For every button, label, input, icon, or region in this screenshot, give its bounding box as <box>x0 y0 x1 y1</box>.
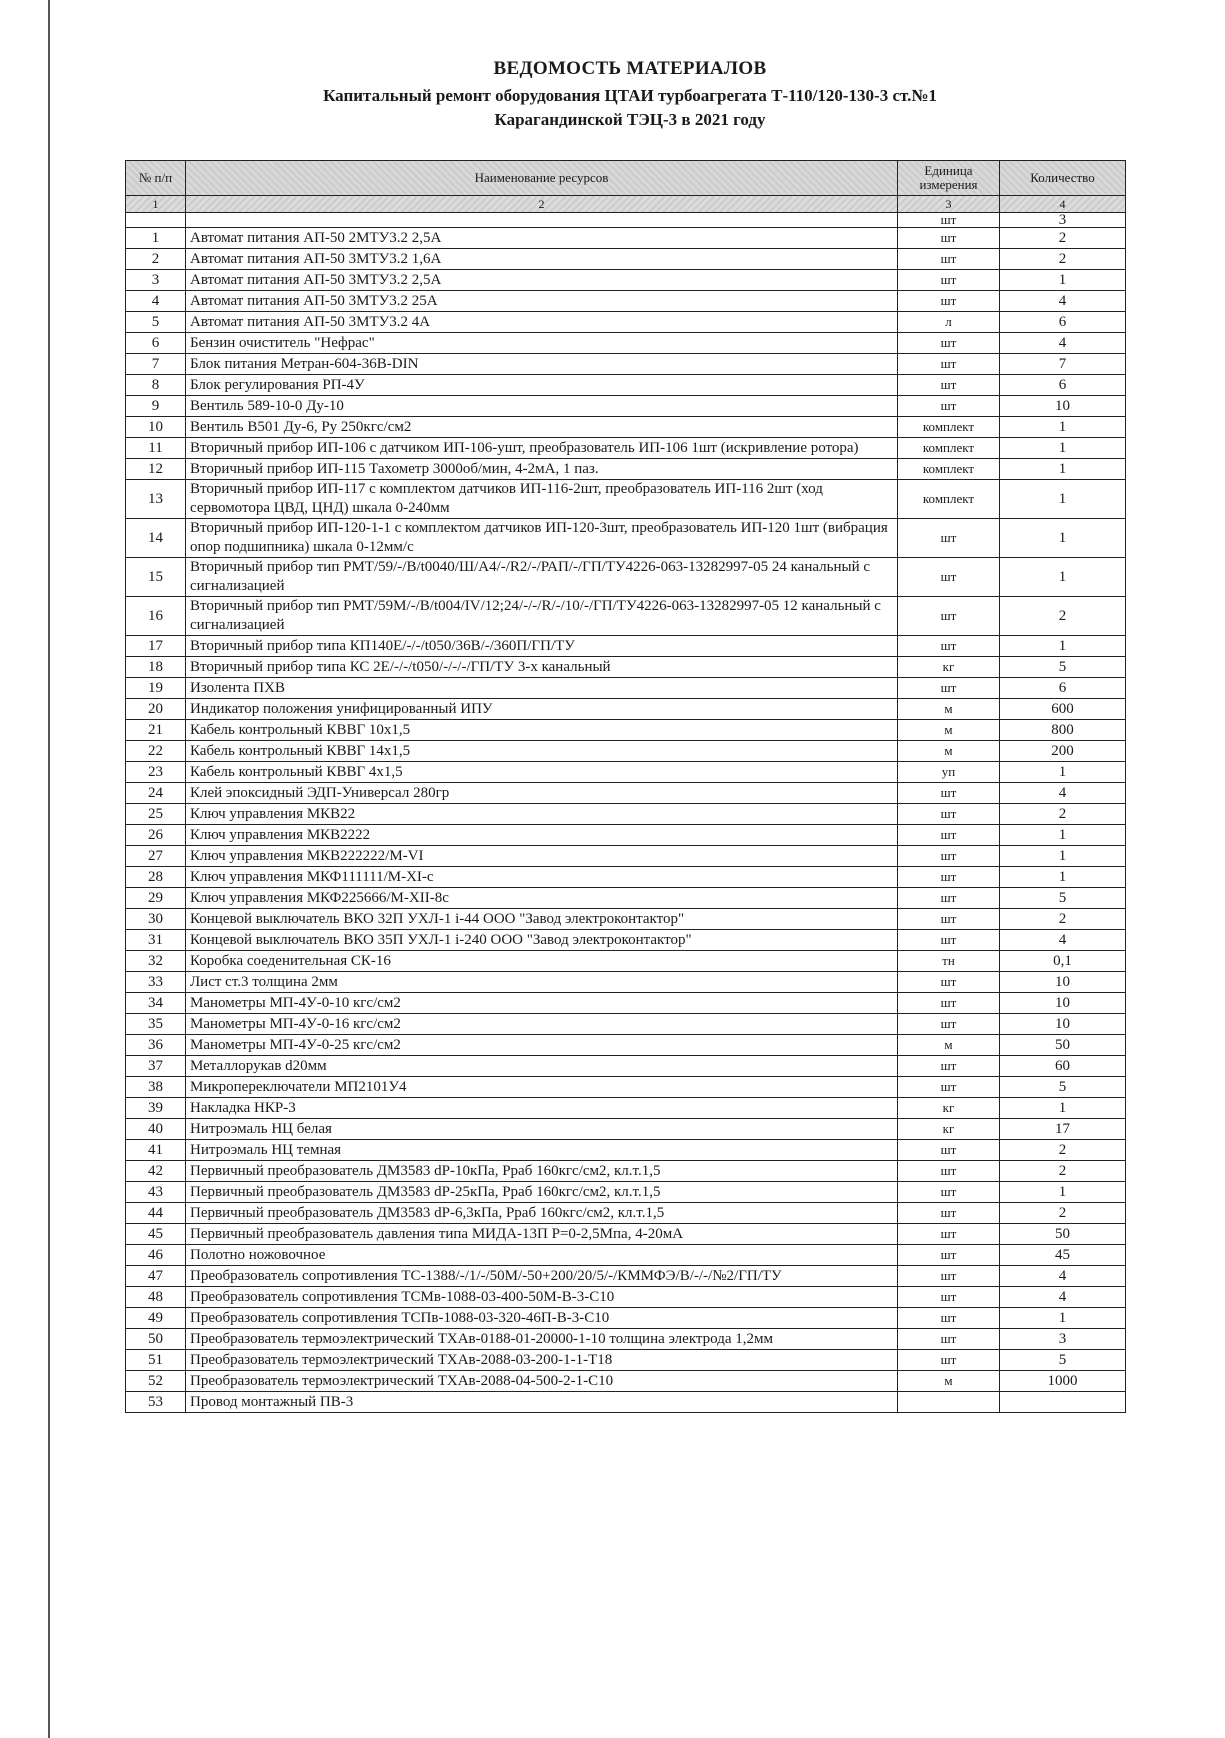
table-row <box>126 459 1126 480</box>
row-qty: 6 <box>1000 678 1126 699</box>
materials-table <box>125 160 1126 1413</box>
row-name: Автомат питания АП-50 2МТУ3.2 2,5А <box>186 228 898 249</box>
table-row <box>126 888 1126 909</box>
row-unit: шт <box>898 354 1000 375</box>
materials-sheet <box>125 160 1125 1413</box>
row-name: Ключ управления МКВ2222 <box>186 825 898 846</box>
row-name: Вентиль В501 Ду-6, Ру 250кгс/см2 <box>186 417 898 438</box>
table-row <box>126 1098 1126 1119</box>
row-qty: 1000 <box>1000 1371 1126 1392</box>
row-number: 46 <box>126 1245 186 1266</box>
row-unit: шт <box>898 804 1000 825</box>
row-qty: 6 <box>1000 312 1126 333</box>
row-qty: 4 <box>1000 930 1126 951</box>
row-unit: л <box>898 312 1000 333</box>
document-header <box>180 58 1080 132</box>
document-title: ВЕДОМОСТЬ МАТЕРИАЛОВ <box>493 58 767 79</box>
row-name: Автомат питания АП-50 3МТУ3.2 1,6А <box>186 249 898 270</box>
row-number: 41 <box>126 1140 186 1161</box>
row-unit: шт <box>898 396 1000 417</box>
row-name: Ключ управления МКФ111111/М-XI-с <box>186 867 898 888</box>
row-qty: 7 <box>1000 354 1126 375</box>
header-unit: Единица измерения <box>898 161 1000 196</box>
table-row <box>126 804 1126 825</box>
row-number: 9 <box>126 396 186 417</box>
table-row <box>126 1182 1126 1203</box>
row-number: 33 <box>126 972 186 993</box>
row-unit: шт <box>898 519 1000 558</box>
row-qty: 1 <box>1000 1308 1126 1329</box>
table-row <box>126 1350 1126 1371</box>
row-name: Вторичный прибор тип РМТ/59/-/В/t0040/Ш/А4/-/R2/-/РАП/-/ГП/ТУ4226-063-13282997-05 24 канальный с сигнализацией <box>186 558 898 597</box>
table-row <box>126 867 1126 888</box>
row-number: 25 <box>126 804 186 825</box>
row-number: 15 <box>126 558 186 597</box>
row-qty: 10 <box>1000 1014 1126 1035</box>
table-body <box>126 228 1126 1413</box>
row-name: Ключ управления МКВ222222/М-VI <box>186 846 898 867</box>
row-unit: уп <box>898 762 1000 783</box>
row-number: 45 <box>126 1224 186 1245</box>
row-name: Микропереключатели МП2101У4 <box>186 1077 898 1098</box>
row-name: Вторичный прибор ИП-120-1-1 с комплектом датчиков ИП-120-3шт, преобразователь ИП-120 1шт (вибрация опор подшипника) шкала 0-12мм/с <box>186 519 898 558</box>
row-qty: 50 <box>1000 1224 1126 1245</box>
table-row <box>126 972 1126 993</box>
row-number: 12 <box>126 459 186 480</box>
table-row <box>126 270 1126 291</box>
row-qty: 4 <box>1000 783 1126 804</box>
row-qty: 4 <box>1000 1287 1126 1308</box>
gap-qty-cell: 3 <box>1000 213 1126 228</box>
row-name: Индикатор положения унифицированный ИПУ <box>186 699 898 720</box>
row-unit: шт <box>898 678 1000 699</box>
row-number: 13 <box>126 480 186 519</box>
row-name: Накладка НКР-3 <box>186 1098 898 1119</box>
row-unit: шт <box>898 1350 1000 1371</box>
row-name: Кабель контрольный КВВГ 4х1,5 <box>186 762 898 783</box>
row-name: Первичный преобразователь ДМ3583 dP-6,3кПа, Рраб 160кгс/см2, кл.т.1,5 <box>186 1203 898 1224</box>
row-number: 36 <box>126 1035 186 1056</box>
row-unit: кг <box>898 1098 1000 1119</box>
row-unit: комплект <box>898 459 1000 480</box>
row-unit: шт <box>898 1224 1000 1245</box>
row-name: Автомат питания АП-50 3МТУ3.2 2,5А <box>186 270 898 291</box>
row-name: Клей эпоксидный ЭДП-Универсал 280гр <box>186 783 898 804</box>
table-row <box>126 1203 1126 1224</box>
row-name: Первичный преобразователь ДМ3583 dP-10кПа, Рраб 160кгс/см2, кл.т.1,5 <box>186 1161 898 1182</box>
row-qty: 1 <box>1000 1182 1126 1203</box>
row-unit: шт <box>898 558 1000 597</box>
row-number: 53 <box>126 1392 186 1413</box>
row-unit: шт <box>898 333 1000 354</box>
row-unit: шт <box>898 825 1000 846</box>
row-name: Полотно ножовочное <box>186 1245 898 1266</box>
row-unit: шт <box>898 1161 1000 1182</box>
row-number: 51 <box>126 1350 186 1371</box>
row-unit: м <box>898 1035 1000 1056</box>
table-row <box>126 678 1126 699</box>
table-row <box>126 951 1126 972</box>
row-number: 49 <box>126 1308 186 1329</box>
row-name: Первичный преобразователь давления типа МИДА-13П Р=0-2,5Мпа, 4-20мА <box>186 1224 898 1245</box>
row-number: 29 <box>126 888 186 909</box>
row-number: 47 <box>126 1266 186 1287</box>
row-qty: 1 <box>1000 1098 1126 1119</box>
row-unit: шт <box>898 291 1000 312</box>
row-qty: 1 <box>1000 519 1126 558</box>
row-unit: шт <box>898 930 1000 951</box>
table-row <box>126 597 1126 636</box>
table-row <box>126 1329 1126 1350</box>
table-row <box>126 291 1126 312</box>
row-qty: 1 <box>1000 846 1126 867</box>
row-unit: шт <box>898 867 1000 888</box>
row-unit: комплект <box>898 480 1000 519</box>
row-number: 35 <box>126 1014 186 1035</box>
row-number: 5 <box>126 312 186 333</box>
table-row <box>126 1014 1126 1035</box>
row-unit: шт <box>898 1287 1000 1308</box>
row-name: Преобразователь сопротивления ТСПв-1088-03-320-46П-В-3-С10 <box>186 1308 898 1329</box>
table-row <box>126 846 1126 867</box>
row-number: 38 <box>126 1077 186 1098</box>
row-number: 32 <box>126 951 186 972</box>
row-unit: шт <box>898 1203 1000 1224</box>
row-qty: 2 <box>1000 804 1126 825</box>
row-unit: шт <box>898 636 1000 657</box>
row-name: Кабель контрольный КВВГ 14х1,5 <box>186 741 898 762</box>
table-row <box>126 1119 1126 1140</box>
row-number: 50 <box>126 1329 186 1350</box>
row-name: Провод монтажный ПВ-3 <box>186 1392 898 1413</box>
row-qty: 60 <box>1000 1056 1126 1077</box>
row-name: Концевой выключатель ВКО 35П УХЛ-1 i-240 ООО "Завод электроконтактор" <box>186 930 898 951</box>
row-name: Нитроэмаль НЦ темная <box>186 1140 898 1161</box>
table-row <box>126 657 1126 678</box>
row-number: 10 <box>126 417 186 438</box>
row-number: 7 <box>126 354 186 375</box>
row-name: Преобразователь сопротивления ТС-1388/-/1/-/50М/-50+200/20/5/-/КММФЭ/В/-/-/№2/ГП/ТУ <box>186 1266 898 1287</box>
row-qty: 2 <box>1000 249 1126 270</box>
row-unit: шт <box>898 1140 1000 1161</box>
row-number: 44 <box>126 1203 186 1224</box>
row-name: Манометры МП-4У-0-10 кгс/см2 <box>186 993 898 1014</box>
column-index-cell: 3 <box>898 196 1000 213</box>
row-qty: 5 <box>1000 888 1126 909</box>
table-row <box>126 1056 1126 1077</box>
row-name: Преобразователь сопротивления ТСМв-1088-03-400-50М-В-3-С10 <box>186 1287 898 1308</box>
row-name: Блок питания Метран-604-36В-DIN <box>186 354 898 375</box>
table-row <box>126 720 1126 741</box>
row-qty: 4 <box>1000 333 1126 354</box>
column-index-cell: 4 <box>1000 196 1126 213</box>
row-qty: 2 <box>1000 909 1126 930</box>
row-unit: м <box>898 720 1000 741</box>
row-number: 8 <box>126 375 186 396</box>
row-qty: 5 <box>1000 1077 1126 1098</box>
row-name: Металлорукав d20мм <box>186 1056 898 1077</box>
row-name: Бензин очиститель "Нефрас" <box>186 333 898 354</box>
row-unit: шт <box>898 1266 1000 1287</box>
row-name: Вторичный прибор типа КС 2Е/-/-/t050/-/-/-/ГП/ТУ 3-х канальный <box>186 657 898 678</box>
row-unit: кг <box>898 657 1000 678</box>
row-name: Вторичный прибор тип РМТ/59М/-/В/t004/IV/12;24/-/-/R/-/10/-/ГП/ТУ4226-063-13282997-05 12 канальный с сигнализацией <box>186 597 898 636</box>
row-number: 40 <box>126 1119 186 1140</box>
table-row <box>126 1287 1126 1308</box>
row-unit: шт <box>898 1056 1000 1077</box>
document-subtitle-line1: Капитальный ремонт оборудования ЦТАИ турбоагрегата Т-110/120-130-3 ст.№1 <box>323 86 937 105</box>
row-qty: 1 <box>1000 636 1126 657</box>
row-number: 52 <box>126 1371 186 1392</box>
row-name: Лист ст.3 толщина 2мм <box>186 972 898 993</box>
row-number: 11 <box>126 438 186 459</box>
row-name: Манометры МП-4У-0-25 кгс/см2 <box>186 1035 898 1056</box>
row-number: 34 <box>126 993 186 1014</box>
table-row <box>126 1035 1126 1056</box>
row-qty: 1 <box>1000 867 1126 888</box>
row-unit: шт <box>898 783 1000 804</box>
row-number: 20 <box>126 699 186 720</box>
table-row <box>126 417 1126 438</box>
row-qty: 2 <box>1000 1203 1126 1224</box>
row-unit: м <box>898 1371 1000 1392</box>
header-name: Наименование ресурсов <box>186 161 898 196</box>
table-row <box>126 993 1126 1014</box>
table-row <box>126 312 1126 333</box>
row-name: Изолента ПХВ <box>186 678 898 699</box>
row-qty: 10 <box>1000 396 1126 417</box>
row-qty: 1 <box>1000 459 1126 480</box>
row-qty: 2 <box>1000 1161 1126 1182</box>
row-name: Манометры МП-4У-0-16 кгс/см2 <box>186 1014 898 1035</box>
row-unit: шт <box>898 228 1000 249</box>
row-qty: 1 <box>1000 417 1126 438</box>
table-row <box>126 396 1126 417</box>
row-unit: шт <box>898 1077 1000 1098</box>
table-row <box>126 1371 1126 1392</box>
row-qty: 10 <box>1000 972 1126 993</box>
row-qty: 1 <box>1000 438 1126 459</box>
table-header-row <box>126 161 1126 196</box>
row-qty: 17 <box>1000 1119 1126 1140</box>
row-unit: шт <box>898 375 1000 396</box>
table-row <box>126 228 1126 249</box>
row-qty: 1 <box>1000 270 1126 291</box>
row-unit: шт <box>898 1308 1000 1329</box>
column-index-row <box>126 196 1126 213</box>
row-unit <box>898 1392 1000 1413</box>
row-name: Преобразователь термоэлектрический ТХАв-2088-04-500-2-1-С10 <box>186 1371 898 1392</box>
row-qty <box>1000 1392 1126 1413</box>
row-qty: 600 <box>1000 699 1126 720</box>
column-index-cell: 1 <box>126 196 186 213</box>
row-qty: 5 <box>1000 657 1126 678</box>
table-row <box>126 909 1126 930</box>
gap-unit-cell: шт <box>898 213 1000 228</box>
row-unit: шт <box>898 1245 1000 1266</box>
row-name: Концевой выключатель ВКО 32П УХЛ-1 i-44 ООО "Завод электроконтактор" <box>186 909 898 930</box>
table-row <box>126 636 1126 657</box>
row-unit: тн <box>898 951 1000 972</box>
row-name: Первичный преобразователь ДМ3583 dP-25кПа, Рраб 160кгс/см2, кл.т.1,5 <box>186 1182 898 1203</box>
row-name: Автомат питания АП-50 3МТУ3.2 4А <box>186 312 898 333</box>
table-row <box>126 1392 1126 1413</box>
row-unit: комплект <box>898 417 1000 438</box>
row-number: 42 <box>126 1161 186 1182</box>
row-number: 14 <box>126 519 186 558</box>
row-unit: шт <box>898 993 1000 1014</box>
row-number: 4 <box>126 291 186 312</box>
row-number: 48 <box>126 1287 186 1308</box>
row-number: 6 <box>126 333 186 354</box>
table-row <box>126 249 1126 270</box>
row-number: 27 <box>126 846 186 867</box>
row-number: 26 <box>126 825 186 846</box>
row-qty: 200 <box>1000 741 1126 762</box>
gap-cell <box>126 213 186 228</box>
table-row <box>126 1077 1126 1098</box>
table-row <box>126 1224 1126 1245</box>
table-row <box>126 762 1126 783</box>
row-number: 18 <box>126 657 186 678</box>
row-unit: шт <box>898 888 1000 909</box>
row-name: Вторичный прибор ИП-106 с датчиком ИП-106-ушт, преобразователь ИП-106 1шт (искривление ротора) <box>186 438 898 459</box>
row-unit: шт <box>898 846 1000 867</box>
table-row <box>126 1161 1126 1182</box>
row-qty: 2 <box>1000 597 1126 636</box>
row-number: 37 <box>126 1056 186 1077</box>
table-row <box>126 741 1126 762</box>
page-edge-line <box>48 0 50 1738</box>
table-row <box>126 1140 1126 1161</box>
row-unit: шт <box>898 1329 1000 1350</box>
row-number: 31 <box>126 930 186 951</box>
row-unit: шт <box>898 597 1000 636</box>
row-number: 28 <box>126 867 186 888</box>
row-number: 17 <box>126 636 186 657</box>
row-qty: 45 <box>1000 1245 1126 1266</box>
row-unit: шт <box>898 249 1000 270</box>
gap-row <box>126 213 1126 228</box>
table-row <box>126 930 1126 951</box>
row-number: 2 <box>126 249 186 270</box>
row-unit: м <box>898 699 1000 720</box>
row-unit: шт <box>898 909 1000 930</box>
row-unit: комплект <box>898 438 1000 459</box>
row-number: 1 <box>126 228 186 249</box>
table-row <box>126 1245 1126 1266</box>
column-index-cell: 2 <box>186 196 898 213</box>
table-row <box>126 699 1126 720</box>
table-row <box>126 480 1126 519</box>
row-qty: 2 <box>1000 1140 1126 1161</box>
row-name: Вторичный прибор ИП-115 Тахометр 3000об/мин, 4-2мА, 1 паз. <box>186 459 898 480</box>
row-qty: 1 <box>1000 825 1126 846</box>
header-qty: Количество <box>1000 161 1126 196</box>
row-name: Коробка соеденительная СК-16 <box>186 951 898 972</box>
row-number: 16 <box>126 597 186 636</box>
table-row <box>126 783 1126 804</box>
row-number: 19 <box>126 678 186 699</box>
row-qty: 6 <box>1000 375 1126 396</box>
row-name: Вентиль 589-10-0 Ду-10 <box>186 396 898 417</box>
row-unit: м <box>898 741 1000 762</box>
row-qty: 10 <box>1000 993 1126 1014</box>
row-name: Автомат питания АП-50 3МТУ3.2 25А <box>186 291 898 312</box>
row-name: Ключ управления МКФ225666/М-XII-8с <box>186 888 898 909</box>
row-name: Нитроэмаль НЦ белая <box>186 1119 898 1140</box>
table-row <box>126 558 1126 597</box>
row-unit: кг <box>898 1119 1000 1140</box>
row-unit: шт <box>898 270 1000 291</box>
table-row <box>126 333 1126 354</box>
row-name: Кабель контрольный КВВГ 10х1,5 <box>186 720 898 741</box>
table-row <box>126 438 1126 459</box>
document-subtitle-line2: Карагандинской ТЭЦ-3 в 2021 году <box>494 110 766 129</box>
row-name: Преобразователь термоэлектрический ТХАв-2088-03-200-1-1-Т18 <box>186 1350 898 1371</box>
row-number: 24 <box>126 783 186 804</box>
row-unit: шт <box>898 972 1000 993</box>
row-qty: 0,1 <box>1000 951 1126 972</box>
table-row <box>126 1308 1126 1329</box>
row-qty: 1 <box>1000 480 1126 519</box>
row-number: 21 <box>126 720 186 741</box>
row-name: Вторичный прибор ИП-117 с комплектом датчиков ИП-116-2шт, преобразователь ИП-116 2шт (ход сервомотора ЦВД, ЦНД) шкала 0-240мм <box>186 480 898 519</box>
row-name: Блок регулирования РП-4У <box>186 375 898 396</box>
row-number: 23 <box>126 762 186 783</box>
row-number: 22 <box>126 741 186 762</box>
row-unit: шт <box>898 1182 1000 1203</box>
row-unit: шт <box>898 1014 1000 1035</box>
header-num: № п/п <box>126 161 186 196</box>
row-number: 30 <box>126 909 186 930</box>
row-qty: 5 <box>1000 1350 1126 1371</box>
row-qty: 800 <box>1000 720 1126 741</box>
row-number: 43 <box>126 1182 186 1203</box>
row-name: Ключ управления МКВ22 <box>186 804 898 825</box>
row-qty: 2 <box>1000 228 1126 249</box>
row-qty: 4 <box>1000 291 1126 312</box>
row-qty: 50 <box>1000 1035 1126 1056</box>
row-qty: 3 <box>1000 1329 1126 1350</box>
row-number: 3 <box>126 270 186 291</box>
table-row <box>126 354 1126 375</box>
row-qty: 4 <box>1000 1266 1126 1287</box>
row-name: Преобразователь термоэлектрический ТХАв-0188-01-20000-1-10 толщина электрода 1,2мм <box>186 1329 898 1350</box>
table-row <box>126 519 1126 558</box>
table-row <box>126 825 1126 846</box>
row-qty: 1 <box>1000 558 1126 597</box>
row-qty: 1 <box>1000 762 1126 783</box>
row-number: 39 <box>126 1098 186 1119</box>
table-row <box>126 1266 1126 1287</box>
table-row <box>126 375 1126 396</box>
row-name: Вторичный прибор типа КП140Е/-/-/t050/36В/-/360П/ГП/ТУ <box>186 636 898 657</box>
gap-cell <box>186 213 898 228</box>
